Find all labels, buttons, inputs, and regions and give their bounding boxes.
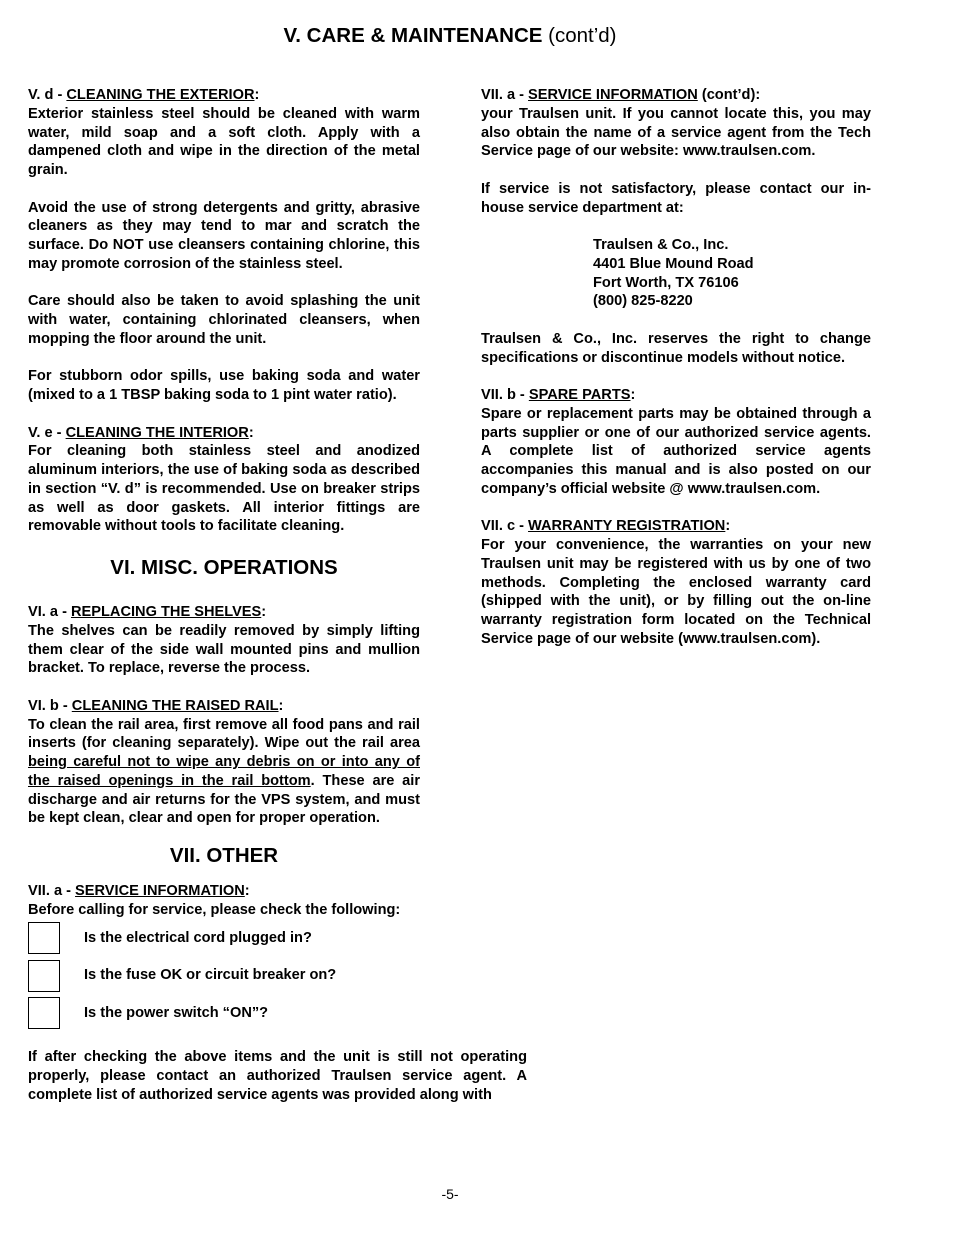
paragraph: If service is not satisfactory, please contact our in-house service department at: <box>481 180 871 216</box>
checkbox-square <box>28 960 60 992</box>
section-title: SERVICE INFORMATION <box>528 87 698 103</box>
checklist-item <box>28 920 420 958</box>
paragraph: For stubborn odor spills, use baking soda and water (mixed to a 1 TBSP baking soda to 1 pint water ratio). <box>28 368 420 403</box>
section-id: VII. b - <box>481 387 529 403</box>
section-heading-vib <box>28 697 420 716</box>
emphasis-underlined: being careful not to wipe any debris on or into any of the raised openings in the rail bottom <box>28 754 420 789</box>
paragraph: If after checking the above items and the unit is still not operating properly, please contact an authorized Traulsen service agent. A complete list of authorized service agents was provided along with <box>28 1049 527 1103</box>
section-colon: : <box>244 883 250 899</box>
service-checklist <box>28 920 420 1033</box>
page-title-main: V. CARE & MAINTENANCE <box>283 24 543 47</box>
paragraph: The shelves can be readily removed by simply lifting them clear of the side wall mounted pins and mullion bracket. To replace, reverse the process. <box>28 622 420 677</box>
checkbox-square <box>28 997 60 1029</box>
phone-number: (800) 825-8220 <box>593 293 693 310</box>
section-colon: : <box>725 518 731 535</box>
section-heading-via <box>28 603 420 622</box>
section-title: SPARE PARTS <box>528 387 631 403</box>
chapter-heading-vii: VII. OTHER <box>169 844 279 867</box>
checklist-label: Is the power switch “ON”? <box>84 1004 269 1021</box>
section-heading-viib <box>481 386 871 405</box>
section-id: VI. b - <box>28 697 72 714</box>
checklist-item <box>28 995 420 1033</box>
section-title: WARRANTY REGISTRATION <box>528 518 726 535</box>
paragraph <box>28 716 420 829</box>
section-title: CLEANING THE RAISED RAIL <box>71 697 279 714</box>
paragraph: Avoid the use of strong detergents and gritty, abrasive cleaners as they may tend to mar and scratch the surface. Do NOT use cleansers containing chlorine, this may promote corrosion of the stainless steel. <box>28 199 420 272</box>
address-block <box>481 236 871 311</box>
address-line: Fort Worth, TX 76106 <box>593 274 739 291</box>
section-title: REPLACING THE SHELVES <box>70 604 262 620</box>
section-heading-viia-cont <box>481 86 871 105</box>
checklist-item <box>28 957 420 995</box>
page-number: -5- <box>441 1186 459 1202</box>
paragraph: Care should also be taken to avoid splashing the unit with water, containing chlorinated cleansers, when mopping the floor around the unit. <box>28 293 420 347</box>
paragraph: Spare or replacement parts may be obtained through a parts supplier or one of our authorized service agents. A complete list of authorized service agents accompanies this manual and is also posted on our company’s official website @ www.traulsen.com. <box>481 405 871 497</box>
section-title: SERVICE INFORMATION <box>75 883 245 899</box>
section-colon: : <box>254 87 260 103</box>
text-run: . These are air discharge and air returns for the VPS system, and must be kept clean, clear and open for proper operation. <box>28 772 420 827</box>
section-id: V. e - <box>28 424 66 441</box>
section-title: CLEANING THE EXTERIOR <box>66 87 255 103</box>
page-title <box>0 24 900 48</box>
section-colon: : <box>278 697 284 714</box>
page-title-cont: (cont’d) <box>548 24 617 47</box>
section-title: CLEANING THE INTERIOR <box>65 424 249 441</box>
section-heading-vd <box>28 86 420 105</box>
paragraph: Before calling for service, please check the following: <box>28 901 401 918</box>
paragraph: For your convenience, the warranties on your new Traulsen unit may be registered with us by one of two methods. Completing the enclosed warranty card (shipped with the unit), or by filling out the on-line warranty registration form located on the Technical Service page of our website (www.traulsen.com). <box>481 537 871 647</box>
section-colon: : <box>248 424 254 441</box>
text-run: To clean the rail area, first remove all food pans and rail inserts (for cleaning separately). Wipe out the rail area <box>28 716 420 752</box>
section-id: VII. a - <box>481 87 529 103</box>
checkbox-square <box>28 922 60 954</box>
section-heading-viia <box>28 882 420 901</box>
checklist-label: Is the electrical cord plugged in? <box>84 929 312 946</box>
section-id: VII. a - <box>28 883 76 899</box>
chapter-heading-vi: VI. MISC. OPERATIONS <box>110 556 338 579</box>
right-column <box>481 86 871 649</box>
section-id: V. d - <box>28 87 67 103</box>
paragraph: For cleaning both stainless steel and anodized aluminum interiors, the use of baking soda as described in section “V. d” is recommended. Use on breaker strips as well as door gaskets. All interior fittings are removable without tools to facilitate cleaning. <box>28 443 420 535</box>
address-line: 4401 Blue Mound Road <box>593 255 754 272</box>
section-suffix: (cont’d): <box>697 87 761 103</box>
section-colon: : <box>261 604 267 620</box>
section-heading-viic <box>481 517 871 536</box>
section-colon: : <box>630 387 636 403</box>
section-heading-ve <box>28 424 420 443</box>
checklist-label: Is the fuse OK or circuit breaker on? <box>84 967 337 984</box>
section-id: VI. a - <box>28 604 71 620</box>
address-line: Traulsen & Co., Inc. <box>593 237 729 253</box>
paragraph: Exterior stainless steel should be cleaned with warm water, mild soap and a soft cloth. Apply with a dampened cloth and wipe in the direction of the metal grain. <box>28 105 420 178</box>
paragraph: Traulsen & Co., Inc. reserves the right to change specifications or discontinue models without notice. <box>481 330 871 366</box>
paragraph: your Traulsen unit. If you cannot locate this, you may also obtain the name of a service agent from the Tech Service page of our website: www.traulsen.com. <box>481 105 871 160</box>
section-id: VII. c - <box>481 518 529 535</box>
